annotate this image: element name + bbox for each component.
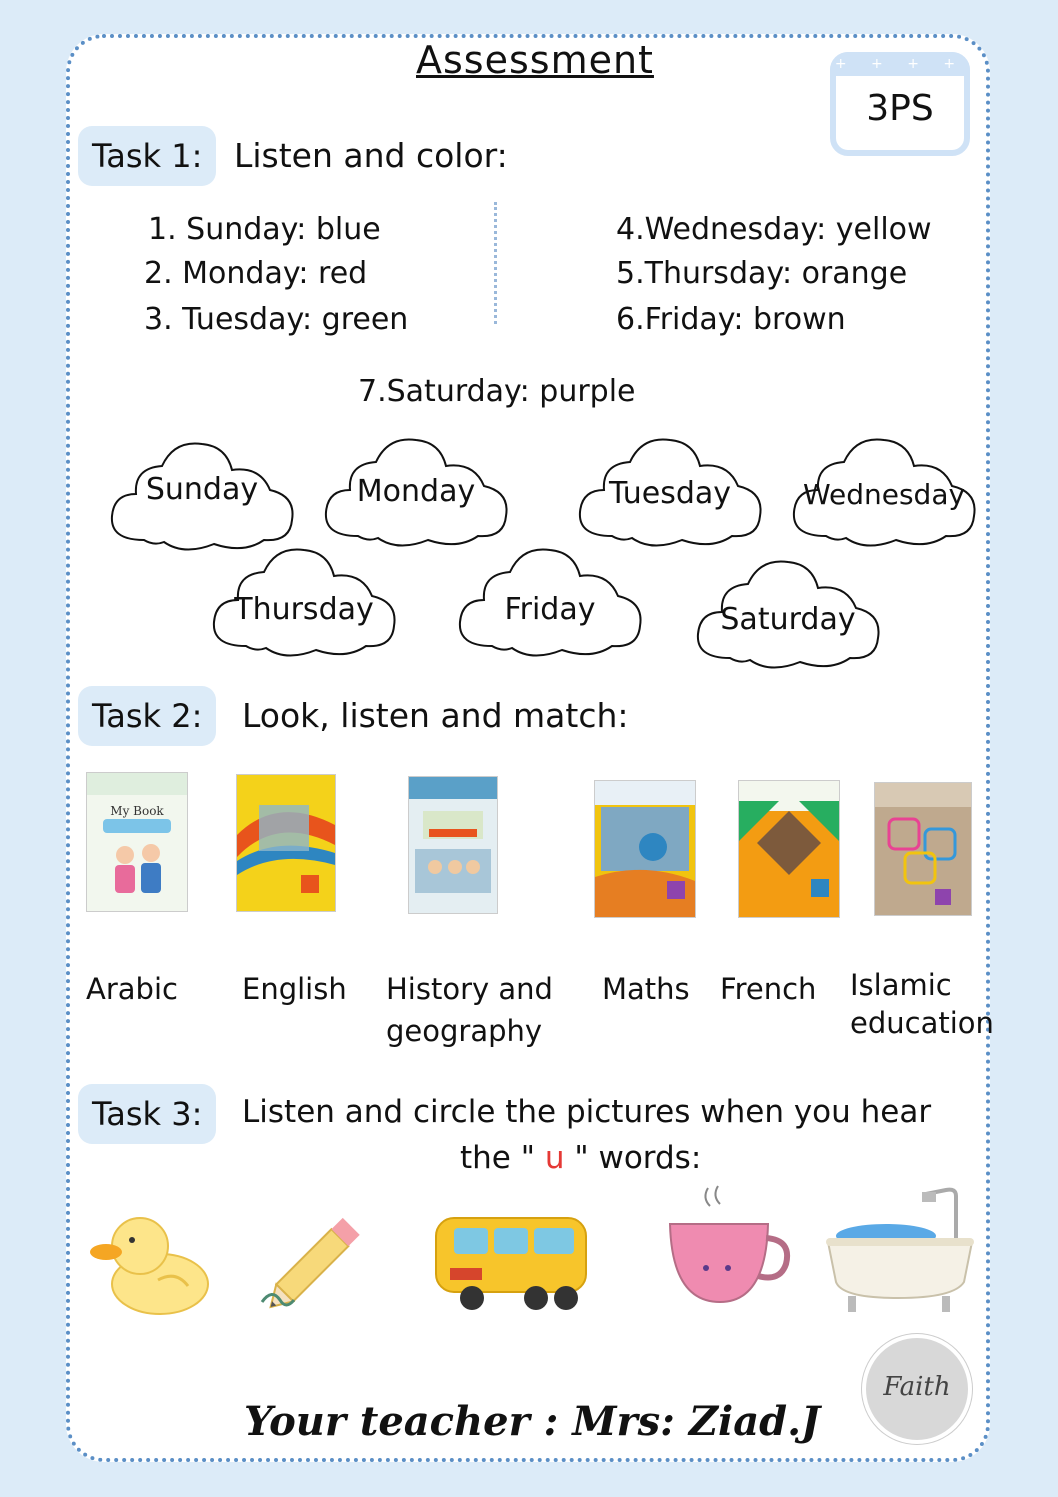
islamic-book-cover-icon	[739, 781, 839, 917]
book-history[interactable]	[594, 780, 696, 918]
subject-english[interactable]: English	[242, 972, 347, 1006]
english-book-cover-icon	[87, 773, 187, 911]
bathtub-icon[interactable]	[826, 1186, 974, 1316]
color-item-1: 1. Sunday: blue	[148, 212, 381, 247]
color-item-5: 5.Thursday: orange	[616, 256, 908, 291]
cloud-wednesday[interactable]	[786, 428, 982, 554]
faith-logo	[862, 1334, 972, 1444]
cloud-label: Tuesday	[608, 476, 732, 511]
french-book-cover-icon	[409, 777, 497, 913]
book-islamic[interactable]	[738, 780, 840, 918]
cloud-label: Thursday	[234, 592, 374, 627]
cloud-tuesday[interactable]	[572, 428, 768, 554]
cloud-saturday[interactable]	[690, 550, 886, 676]
class-code: 3PS	[866, 88, 934, 129]
task1-instruction: Listen and color:	[234, 136, 508, 175]
teacher-signature: Your teacher : Mrs: Ziad.J	[244, 1398, 820, 1445]
task2-label: Task 2:	[78, 686, 216, 746]
cloud-label: Monday	[356, 474, 476, 509]
cloud-label: Sunday	[145, 472, 259, 507]
book-arabic[interactable]	[236, 774, 336, 912]
task2-instruction: Look, listen and match:	[242, 696, 629, 735]
subject-french[interactable]: French	[720, 972, 817, 1006]
maths-book-cover-icon	[875, 783, 971, 915]
instruction-suffix: " words:	[574, 1140, 702, 1176]
cloud-label: Wednesday	[802, 478, 966, 511]
cloud-friday[interactable]	[452, 538, 648, 664]
svg-text:My Book: My Book	[110, 804, 164, 818]
task3-instruction-line1: Listen and circle the pictures when you hear	[242, 1094, 932, 1130]
subject-history-line1[interactable]: History and	[386, 972, 553, 1006]
subject-maths[interactable]: Maths	[602, 972, 690, 1006]
arabic-book-cover-icon	[237, 775, 335, 911]
cup-icon[interactable]	[666, 1184, 794, 1308]
subject-islamic-line1[interactable]: Islamic	[850, 968, 952, 1002]
instruction-prefix: the "	[460, 1140, 535, 1176]
target-letter: u	[544, 1140, 565, 1176]
task3-label: Task 3:	[78, 1084, 216, 1144]
pencil-icon[interactable]	[258, 1208, 378, 1314]
cloud-label: Saturday	[720, 602, 856, 637]
bus-icon[interactable]	[432, 1212, 590, 1314]
cloud-thursday[interactable]	[206, 538, 402, 664]
class-badge	[830, 52, 970, 156]
duck-icon[interactable]	[88, 1212, 212, 1316]
subject-history-line2[interactable]: geography	[386, 1014, 543, 1048]
color-item-3: 3. Tuesday: green	[144, 302, 409, 337]
task3-instruction-line2	[460, 1140, 701, 1176]
color-item-7: 7.Saturday: purple	[358, 374, 636, 409]
color-item-4: 4.Wednesday: yellow	[616, 212, 932, 247]
color-item-2: 2. Monday: red	[144, 256, 368, 291]
logo-text: Faith	[883, 1372, 951, 1402]
subject-arabic[interactable]: Arabic	[86, 972, 178, 1006]
book-maths[interactable]	[874, 782, 972, 916]
book-french[interactable]	[408, 776, 498, 914]
task1-label: Task 1:	[78, 126, 216, 186]
cloud-monday[interactable]	[318, 428, 514, 554]
page-title: Assessment	[416, 38, 654, 82]
cloud-label: Friday	[504, 592, 596, 627]
subject-islamic-line2[interactable]: education	[850, 1006, 994, 1040]
history-book-cover-icon	[595, 781, 695, 917]
color-item-6: 6.Friday: brown	[616, 302, 846, 337]
list-divider	[494, 202, 497, 324]
class-badge-tab: + + + +	[830, 52, 970, 76]
book-english[interactable]	[86, 772, 188, 912]
